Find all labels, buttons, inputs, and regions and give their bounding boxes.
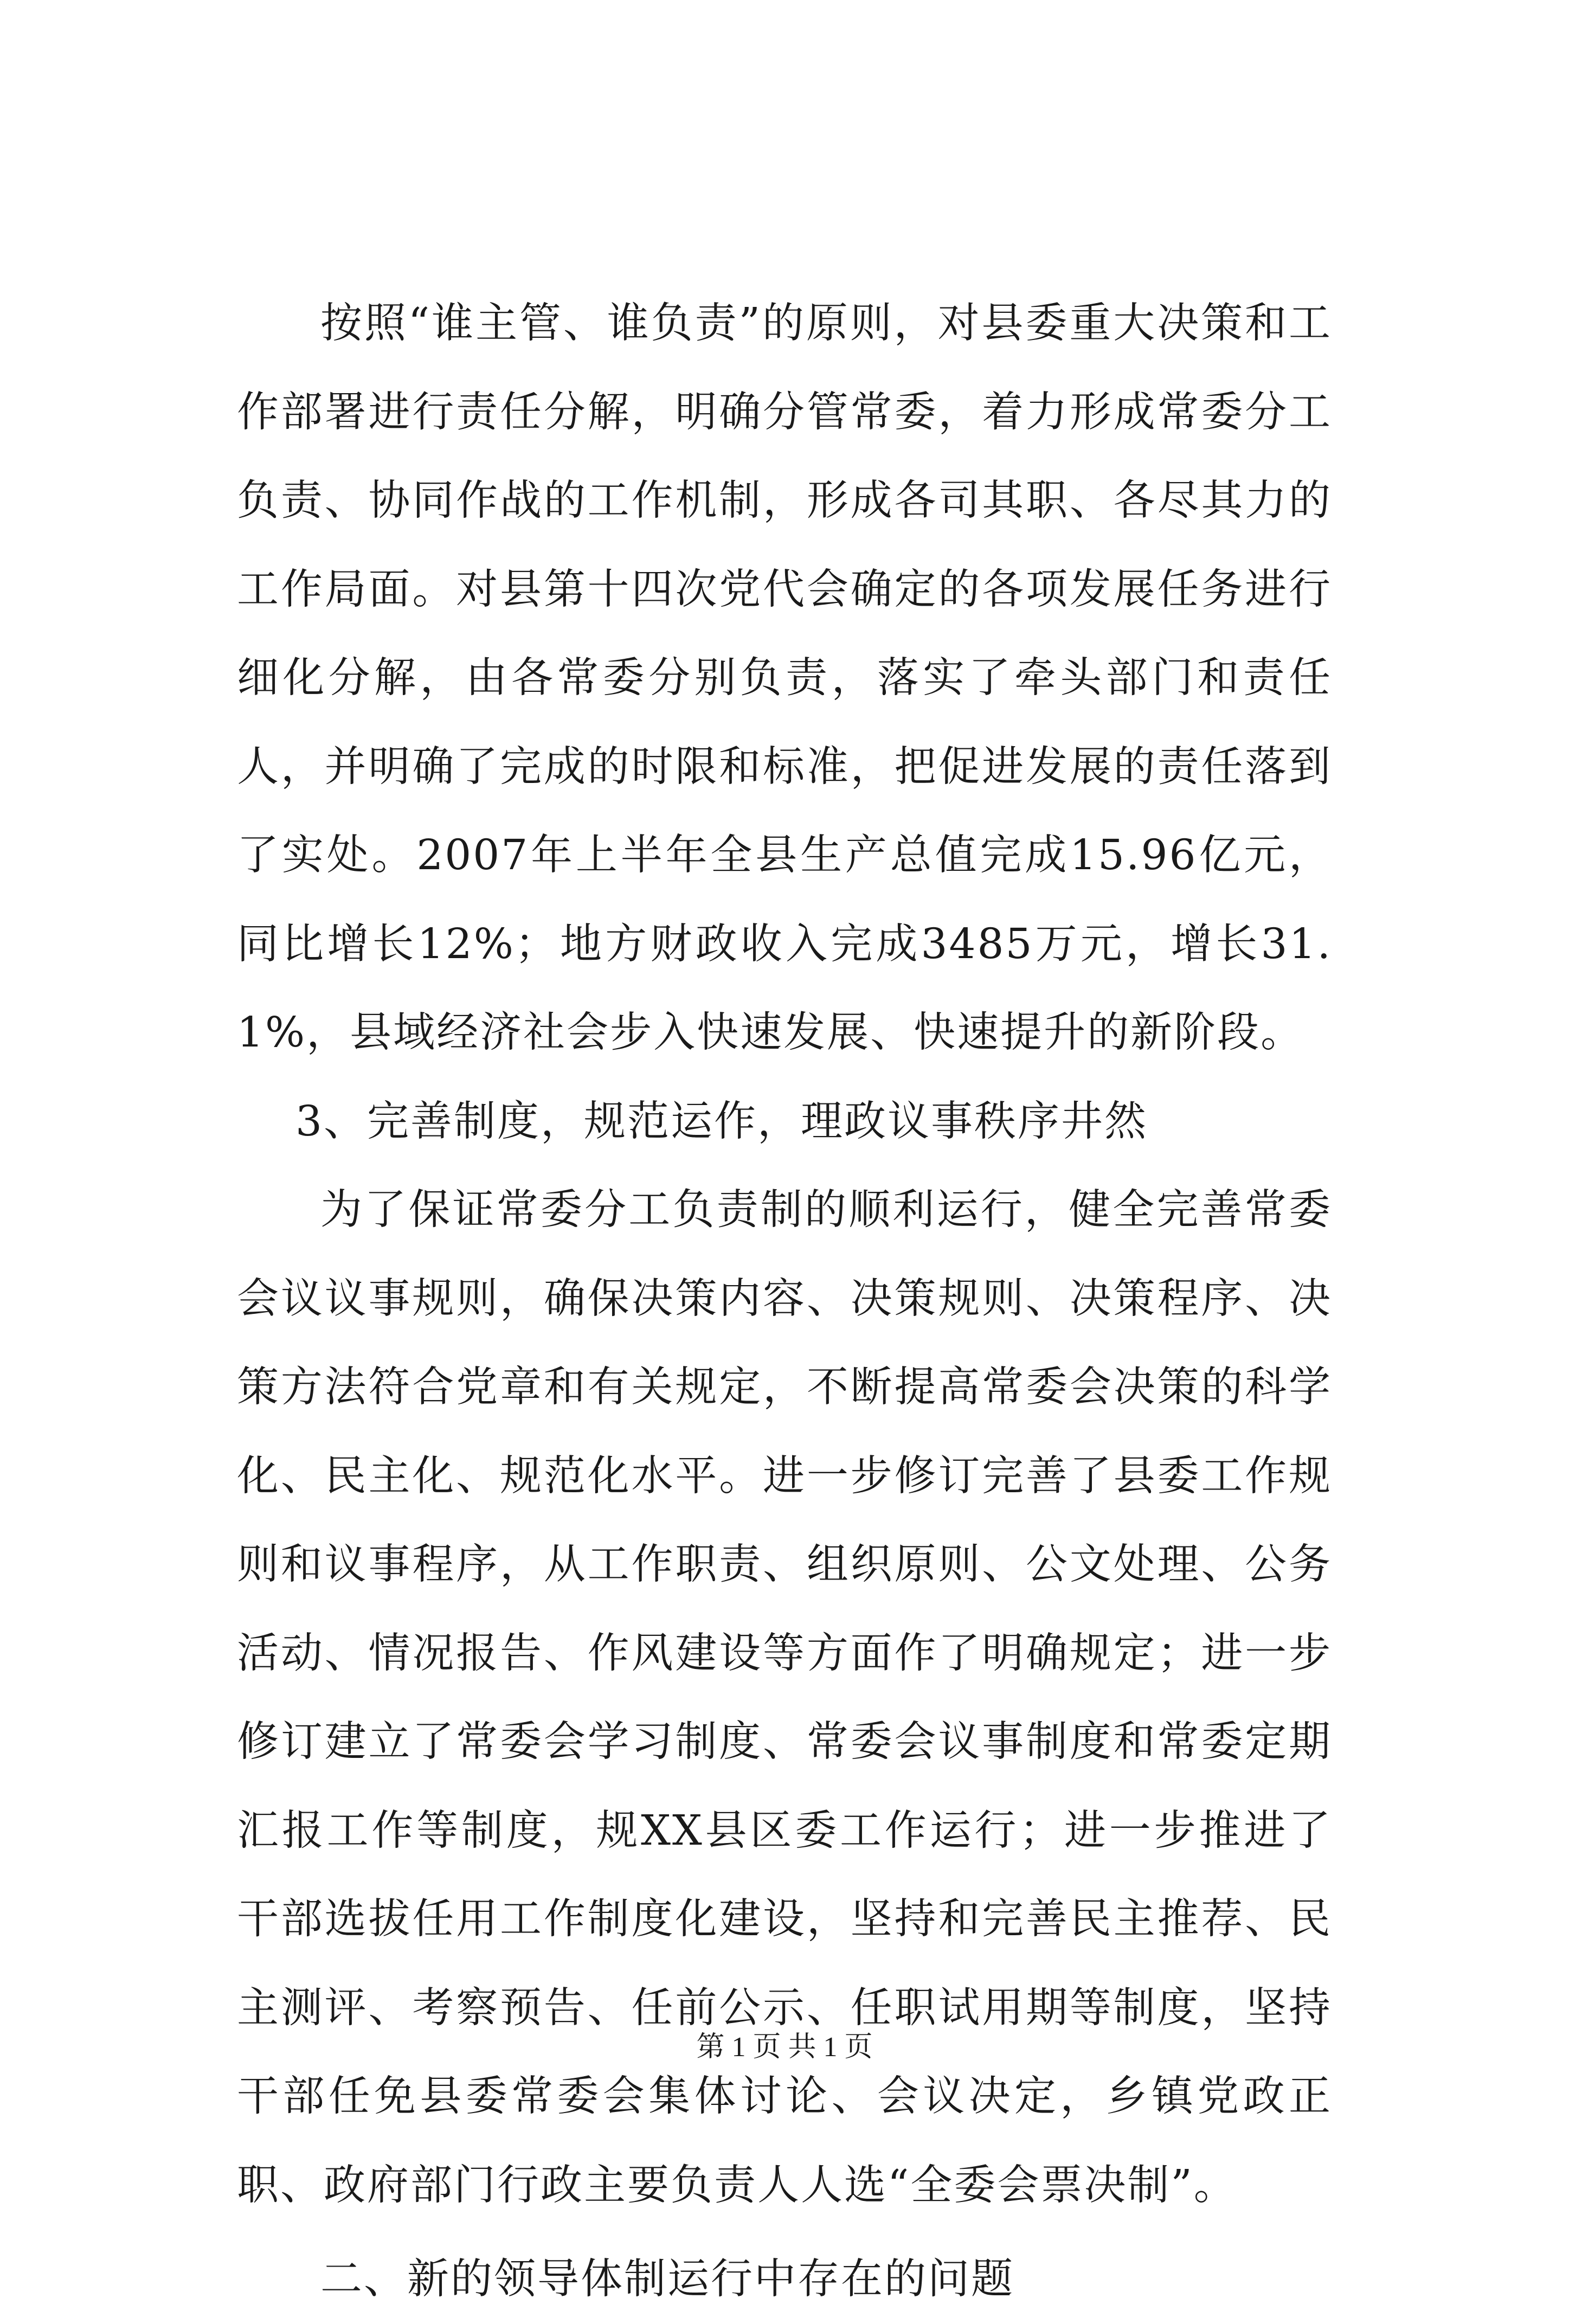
- section-heading: 3、完善制度，规范运作，理政议事秩序井然: [295, 1097, 1148, 1146]
- paragraph: 按照“谁主管、谁负责”的原则，对县委重大决策和工作部署进行责任分解，明确分管常委，着力形成常委分工负责、协同作战的工作机制，形成各司其职、各尽其力的工作局面。对县第十四次党代会确定的各项发展任务进行细化分解，由各常委分别负责，落实了牵头部门和责任人，并明确了完成的时限和标准，把促进发展的责任落到了实处。2007年上半年全县生产总值完成15.96亿元，同比增长12%；地方财政收入完成3485万元，增长31.1%，县域经济社会步入快速发展、快速提升的新阶段。: [237, 299, 1332, 1057]
- paragraph: 为了保证常委分工负责制的顺利运行，健全完善常委会议议事规则，确保决策内容、决策规则、决策程序、决策方法符合党章和有关规定，不断提高常委会决策的科学化、民主化、规范化水平。进一步修订完善了县委工作规则和议事程序，从工作职责、组织原则、公文处理、公务活动、情况报告、作风建设等方面作了明确规定；进一步修订建立了常委会学习制度、常委会议事制度和常委定期汇报工作等制度，规XX县区委工作运行；进一步推进了干部选拔任用工作制度化建设，坚持和完善民主推荐、民主测评、考察预告、任前公示、任职试用期等制度，坚持干部任免县委常委会集体讨论、会议决定，乡镇党政正职、政府部门行政主要负责人人选“全委会票决制”。: [237, 1186, 1332, 2210]
- chapter-heading: 二、新的领导体制运行中存在的问题: [320, 2255, 1014, 2303]
- document-body: [237, 279, 1332, 2324]
- page-footer: 第 1 页 共 1 页: [696, 2032, 873, 2063]
